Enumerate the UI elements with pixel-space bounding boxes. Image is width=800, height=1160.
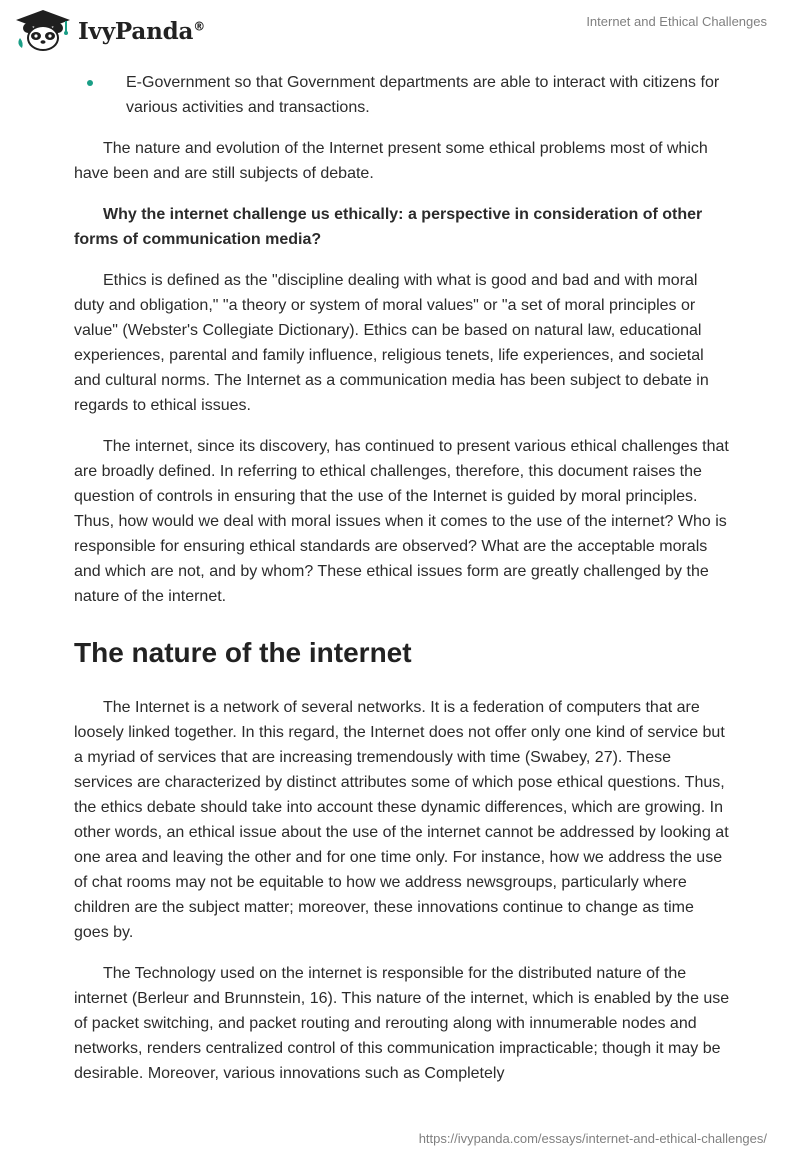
footer-url[interactable]: https://ivypanda.com/essays/internet-and-ethical-challenges/ [418,1131,767,1146]
paragraph: The Internet is a network of several networks. It is a federation of computers that are loosely linked together. In this regard, the Internet does not offer only one kind of service but a myriad of services that are increasing tremendously with time (Swabey, 27). These services are characterized by distinct attributes some of which pose ethical questions. Thus, the ethics debate should take into account these dynamic differences, which are growing. In other words, an ethical issue about the use of the internet cannot be addressed by looking at one area and leaving the other and for one time only. For instance, how we address the use of chat rooms may not be equitable to how we address newsgroups, particularly where children are the subject matter; moreover, these innovations continue to change as time goes by. [74,699,729,941]
panda-logo-icon [14,8,72,52]
document-title: Internet and Ethical Challenges [586,14,767,29]
logo-text: IvyPanda® [78,17,205,45]
list-item-text: E-Government so that Government departments are able to interact with citizens for various activities and transactions. [126,74,720,116]
bullet-icon [87,80,93,86]
list-item [74,70,730,120]
paragraph: The Technology used on the internet is responsible for the distributed nature of the internet (Berleur and Brunnstein, 16). This nature of the internet, which is enabled by the use of packet switching, and packet routing and rerouting along with innumerable nodes and networks, renders centralized control of this communication impracticable; though it may be desirable. Moreover, various innovations such as Completely [74,965,730,1082]
paragraph: The internet, since its discovery, has continued to present various ethical challenges that are broadly defined. In referring to ethical challenges, therefore, this document raises the question of controls in ensuring that the use of the Internet is guided by moral principles. Thus, how would we deal with moral issues when it comes to the use of the internet? Who is responsible for ensuring ethical standards are observed? What are the acceptable morals and which are not, and by whom? These ethical issues form are greatly challenged by the nature of the internet. [74,438,729,605]
page-header [0,0,800,60]
paragraph: The nature and evolution of the Internet present some ethical problems most of which have been and are still subjects of debate. [74,140,708,182]
section-heading: The nature of the internet [74,637,412,668]
section-question: Why the internet challenge us ethically: a perspective in consideration of other forms of communication media? [74,206,703,248]
essay-content [74,70,730,1102]
paragraph: Ethics is defined as the "discipline dealing with what is good and bad and with moral duty and obligation," "a theory or system of moral values" or "a set of moral principles or value" (Webster's Collegiate Dictionary). Ethics can be based on natural law, educational experiences, parental and family influence, religious tenets, life experiences, and societal and cultural norms. The Internet as a communication media has been subject to debate in regards to ethical issues. [74,272,709,414]
site-logo[interactable] [14,8,205,52]
